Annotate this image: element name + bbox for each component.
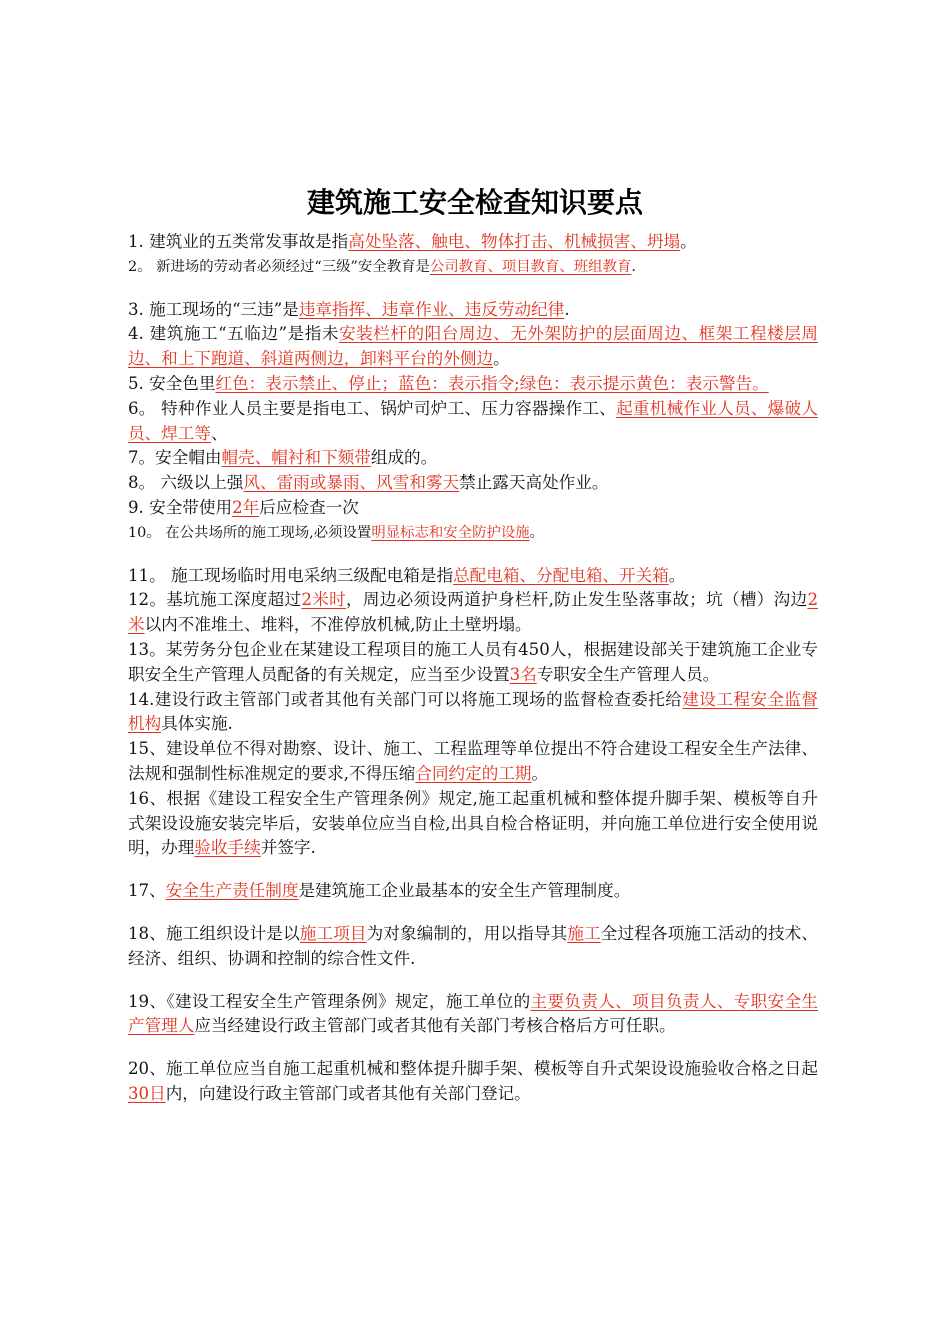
knowledge-list bbox=[128, 230, 818, 1107]
answer: 安全生产责任制度 bbox=[165, 881, 299, 901]
answer: 2年 bbox=[232, 497, 260, 517]
page-title: 建筑施工安全检查知识要点 bbox=[306, 186, 643, 219]
answer: 建设工程安全监督机构 bbox=[128, 689, 818, 734]
item-20: 20、施工单位应当自施工起重机械和整体提升脚手架、模板等自升式架设设施验收合格之日起30日内，向建设行政主管部门或者其他有关部门登记。 bbox=[128, 1059, 818, 1103]
item-17: 17、安全生产责任制度是建筑施工企业最基本的安全生产管理制度。 bbox=[128, 881, 631, 901]
item-7: 7。安全帽由帽壳、帽衬和下颏带组成的。 bbox=[128, 448, 438, 468]
answer: 施工项目 bbox=[299, 923, 367, 943]
item-5: 5. 安全色里红色：表示禁止、停止；蓝色：表示指令;绿色：表示提示黄色：表示警告。 bbox=[128, 373, 769, 393]
answer: 2米时 bbox=[301, 590, 346, 610]
answer: 施工 bbox=[567, 923, 601, 943]
answer: 主要负责人、项目负责人、专职安全生产管理人 bbox=[128, 991, 818, 1036]
item-3: 3. 施工现场的“三违”是违章指挥、违章作业、违反劳动纪律. bbox=[128, 299, 570, 319]
answer: 30日 bbox=[128, 1083, 166, 1103]
answer: 2米 bbox=[128, 590, 818, 635]
item-1: 1. 建筑业的五类常发事故是指高处坠落、触电、物体打击、机械损害、坍塌。 bbox=[128, 232, 697, 251]
item-14: 14.建设行政主管部门或者其他有关部门可以将施工现场的监督检查委托给建设工程安全监督机构具体实施. bbox=[128, 689, 818, 734]
answer: 验收手续 bbox=[194, 838, 261, 858]
answer: 帽壳、帽衬和下颏带 bbox=[221, 448, 371, 468]
answer: 违章指挥、违章作业、违反劳动纪律 bbox=[298, 299, 565, 319]
item-15: 15、建设单位不得对勘察、设计、施工、工程监理等单位提出不符合建设工程安全生产法律、法规和强制性标准规定的要求,不得压缩合同约定的工期。 bbox=[128, 739, 818, 783]
answer: 3名 bbox=[509, 664, 537, 684]
answer: 红色：表示禁止、停止；蓝色：表示指令;绿色：表示提示黄色：表示警告。 bbox=[215, 373, 769, 393]
item-18: 18、施工组织设计是以施工项目为对象编制的，用以指导其施工全过程各项施工活动的技术、经济、组织、协调和控制的综合性文件. bbox=[128, 923, 819, 968]
answer: 安装栏杆的阳台周边、无外架防护的层面周边、框架工程楼层周边、和上下跑道、斜道两侧边，卸料平台的外侧边 bbox=[128, 324, 818, 369]
item-4: 4. 建筑施工“五临边”是指未安装栏杆的阳台周边、无外架防护的层面周边、框架工程楼层周边、和上下跑道、斜道两侧边，卸料平台的外侧边。 bbox=[128, 324, 818, 369]
item-10: 10。 在公共场所的施工现场,必须设置明显标志和安全防护设施。 bbox=[128, 524, 545, 541]
answer: 高处坠落、触电、物体打击、机械损害、坍塌 bbox=[348, 232, 681, 251]
item-11: 11。 施工现场临时用电采纳三级配电箱是指总配电箱、分配电箱、开关箱。 bbox=[128, 565, 686, 585]
item-19: 19、《建设工程安全生产管理条例》规定，施工单位的主要负责人、项目负责人、专职安全生产管理人应当经建设行政主管部门或者其他有关部门考核合格后方可任职。 bbox=[128, 991, 818, 1036]
answer: 起重机械作业人员、爆破人员、焊工等 bbox=[128, 398, 818, 443]
item-2: 2。 新进场的劳动者必须经过“三级”安全教育是公司教育、项目教育、班组教育. bbox=[128, 258, 636, 275]
answer: 合同约定的工期 bbox=[415, 763, 532, 783]
item-8: 8。 六级以上强风、雷雨或暴雨、风雪和雾天禁止露天高处作业。 bbox=[128, 473, 609, 493]
answer: 风、雷雨或暴雨、风雪和雾天 bbox=[243, 473, 460, 493]
item-12: 12。基坑施工深度超过2米时，周边必须设两道护身栏杆,防止发生坠落事故；坑（槽）沟边2米以内不准堆土、堆料，不准停放机械,防止土壁坍塌。 bbox=[128, 590, 818, 635]
item-9: 9. 安全带使用2年后应检查一次 bbox=[128, 497, 359, 517]
item-16: 16、根据《建设工程安全生产管理条例》规定,施工起重机械和整体提升脚手架、模板等自升式架设设施安装完毕后，安装单位应当自检,出具自检合格证明，并向施工单位进行安全使用说明，办理验收手续并签字. bbox=[128, 788, 818, 858]
answer: 总配电箱、分配电箱、开关箱 bbox=[453, 565, 669, 585]
item-6: 6。 特种作业人员主要是指电工、锅炉司炉工、压力容器操作工、起重机械作业人员、爆破人员、焊工等、 bbox=[128, 398, 818, 443]
item-13: 13。某劳务分包企业在某建设工程项目的施工人员有450人，根据建设部关于建筑施工企业专职安全生产管理人员配备的有关规定，应当至少设置3名专职安全生产管理人员。 bbox=[128, 639, 818, 684]
answer: 公司教育、项目教育、班组教育 bbox=[429, 258, 632, 275]
answer: 明显标志和安全防护设施 bbox=[371, 524, 530, 541]
